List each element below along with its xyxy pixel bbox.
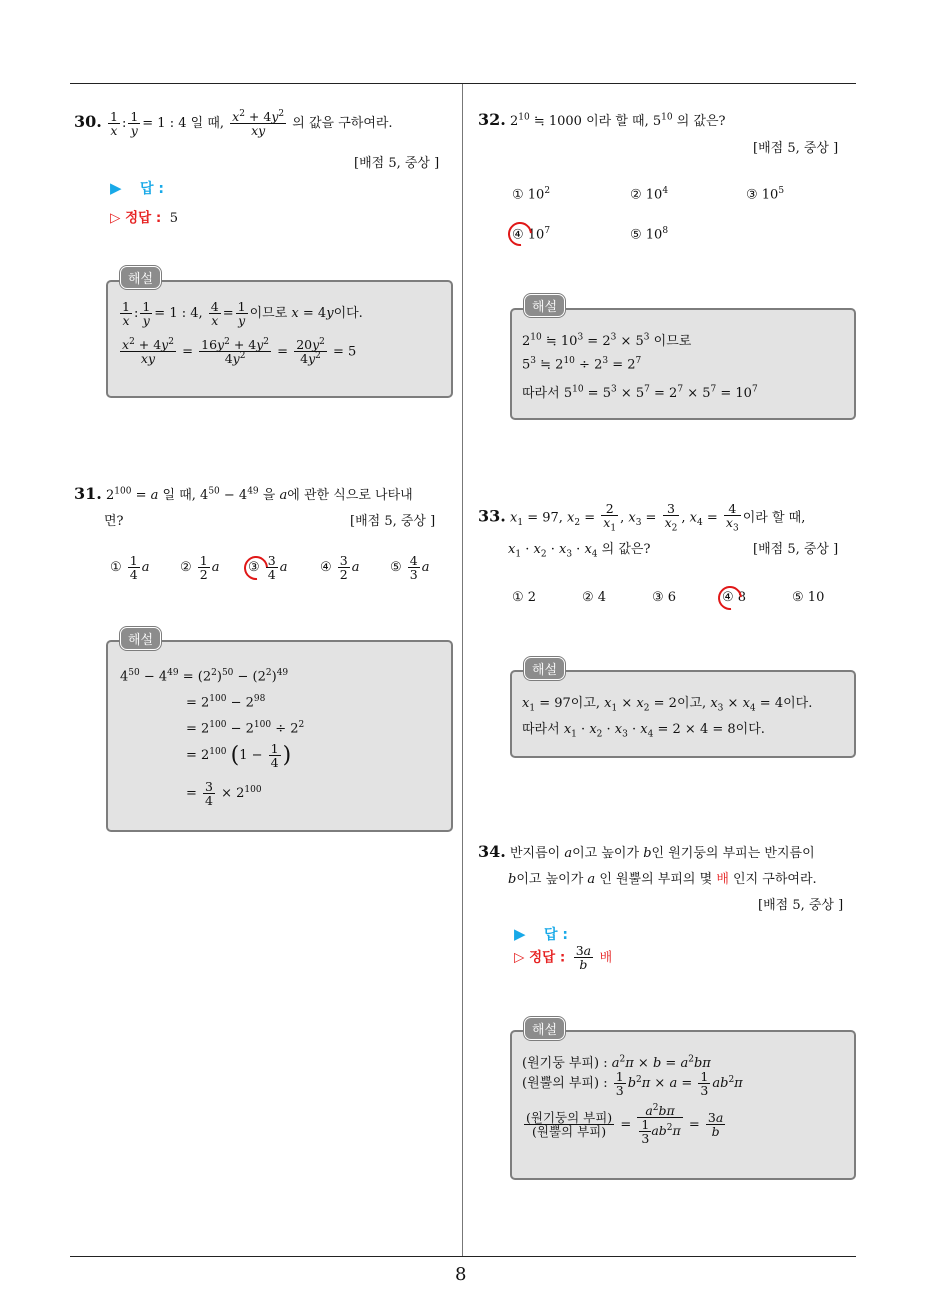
solution-line: $2^{10}$ ≒ $10^3 = 2^3 \times 5^3$ 이므로 [522, 332, 692, 349]
question-text: $x_1 \cdot x_2 \cdot x_3 \cdot x_4$ 의 값은? [508, 542, 651, 560]
choice-5[interactable]: ⑤ 10 [792, 590, 825, 605]
solution-line: = $2^{100} - 2^{98}$ [186, 694, 266, 711]
solution-line: $5^3$ ≒ $2^{10} \div 2^3 = 2^7$ [522, 356, 642, 373]
solution-line: $\frac{\text{(원기둥의 부피)}}{\text{(원뿔의 부피)}}$ = $a^2b\pi$ $\frac{1}{3}$ $ab^2\pi$ = $\frac{3a}{b}$ [526, 1103, 724, 1147]
choice-2[interactable]: ② $10^4$ [630, 186, 669, 203]
solution-line: = $\frac{3}{4}$ × $2^{100}$ [186, 779, 262, 809]
page-number: 8 [455, 1264, 467, 1285]
question-text: b이고 높이가 a 인 원뿔의 부피의 몇 배 인지 구하여라. [508, 872, 817, 887]
top-rule [70, 83, 856, 84]
solution-line: 따라서 $x_1 \cdot x_2 \cdot x_3 \cdot x_4 = 2 \times 4 = 8$이다. [522, 722, 765, 740]
choice-4[interactable]: ④ $10^7$ [512, 226, 551, 243]
score-meta: [배점 5, 중상 ] [753, 542, 839, 557]
question-number: 34. [478, 842, 506, 861]
correct-label: ▷ 정답 : [514, 949, 566, 966]
correct-unit: 배 [599, 950, 613, 966]
selected-circle-icon [503, 217, 537, 251]
score-meta: [배점 5, 중상 ] [350, 514, 436, 529]
solution-line: $\frac{1}{x}$ : $\frac{1}{y}$ = 1 : 4, $\frac{4}{x}$ = $\frac{1}{y}$ 이므로 x = 4y이다. [122, 299, 363, 329]
score-meta: [배점 5, 중상 ] [354, 156, 440, 171]
answer-label: 답 : [544, 927, 568, 943]
question-32: 32. $2^{10}$ ≒ 1000 이라 할 때, $5^{10}$ 의 값은? [478, 110, 726, 129]
solution-box [510, 670, 856, 758]
solution-line: = $2^{100}$ (1 − $\frac{1}{4}$ ) [186, 741, 292, 771]
solution-line: (원뿔의 부피) : $\frac{1}{3}$ $b^2\pi \times a$ = $\frac{1}{3}$ $ab^2\pi$ [522, 1069, 743, 1099]
correct-answer-row: ▷ 정답 : $\frac{3a}{b}$ 배 [514, 943, 613, 973]
choice-5[interactable]: ⑤ $10^8$ [630, 226, 669, 243]
choice-1[interactable]: ① $10^2$ [512, 186, 551, 203]
triangle-icon: ▶ [110, 179, 122, 197]
choice-3[interactable]: ③ 6 [652, 590, 677, 605]
question-text: 일 때, [190, 116, 225, 132]
question-33: 33. $x_1 = 97$, $x_2$ = $\frac{2}{x_1}$ , $x_3$ = $\frac{3}{x_2}$ , $x_4$ = $\frac{4}{x_3}$ 이라 할 때, [478, 501, 806, 534]
solution-line: $\frac{x^2 + 4y^2}{xy}$ = $\frac{16y^2 + 4y^2}{4y^2}$ = $\frac{20y^2}{4y^2}$ = 5 [122, 337, 357, 367]
question-number: 31. [74, 484, 102, 503]
bottom-rule [70, 1256, 856, 1257]
question-number: 30. [74, 112, 102, 132]
solution-tab: 해설 [524, 294, 565, 317]
choice-5[interactable]: ⑤ $\frac{4}{3}$ a [390, 553, 430, 583]
selected-circle-icon [713, 581, 747, 615]
solution-tab: 해설 [524, 1017, 565, 1040]
solution-tab: 해설 [120, 627, 161, 650]
question-30: 30. $\frac{1}{x}$ : $\frac{1}{y}$ = 1 : 4 일 때, $\frac{x^2 + 4y^2}{xy}$ 의 값을 구하여라. [74, 109, 393, 139]
question-number: 33. [478, 506, 506, 526]
choice-1[interactable]: ① 2 [512, 590, 537, 605]
choice-4[interactable]: ④ $\frac{3}{2}$ a [320, 553, 360, 583]
solution-line: 따라서 $5^{10} = 5^3 \times 5^7 = 2^7 \times 5^7 = 10^7$ [522, 384, 758, 401]
solution-line: $x_1 = 97$이고, $x_1 \times x_2 = 2$이고, $x_3 \times x_4 = 4$이다. [522, 696, 813, 714]
solution-line: = $2^{100} - 2^{100} \div 2^2$ [186, 720, 305, 737]
choice-3[interactable]: ③ $\frac{3}{4}$ a [248, 553, 288, 583]
solution-tab: 해설 [524, 657, 565, 680]
correct-answer-row [110, 206, 178, 226]
choice-3[interactable]: ③ $10^5$ [746, 186, 785, 203]
question-number: 32. [478, 110, 506, 129]
score-meta: [배점 5, 중상 ] [753, 141, 839, 156]
answer-label: 답 : [140, 181, 164, 197]
solution-line: (원기둥 부피) : $a^2\pi \times b = a^2b\pi$ [522, 1054, 711, 1071]
choice-4[interactable]: ④ 8 [722, 590, 747, 605]
correct-value: 5 [169, 211, 178, 226]
choice-2[interactable]: ② $\frac{1}{2}$ a [180, 553, 220, 583]
question-34: 34. 반지름이 a이고 높이가 b인 원기둥의 부피는 반지름이 [478, 842, 815, 861]
score-meta: [배점 5, 중상 ] [758, 898, 844, 913]
choice-2[interactable]: ② 4 [582, 590, 607, 605]
column-divider [462, 84, 463, 1256]
answer-input-row[interactable] [514, 924, 568, 944]
solution-line: $4^{50} - 4^{49} = (2^2)^{50} - (2^2)^{49}$ [120, 668, 289, 685]
correct-label: ▷ 정답 : [110, 210, 162, 226]
question-31: 31. $2^{100} = a$ 일 때, $4^{50} - 4^{49}$ 을 a에 관한 식으로 나타내 [74, 484, 413, 503]
choice-1[interactable]: ① $\frac{1}{4}$ a [110, 553, 150, 583]
triangle-icon: ▶ [514, 925, 526, 943]
question-text: 면? [104, 514, 124, 529]
solution-tab: 해설 [120, 266, 161, 289]
question-text: 의 값을 구하여라. [292, 116, 393, 132]
answer-input-row[interactable] [110, 178, 164, 198]
